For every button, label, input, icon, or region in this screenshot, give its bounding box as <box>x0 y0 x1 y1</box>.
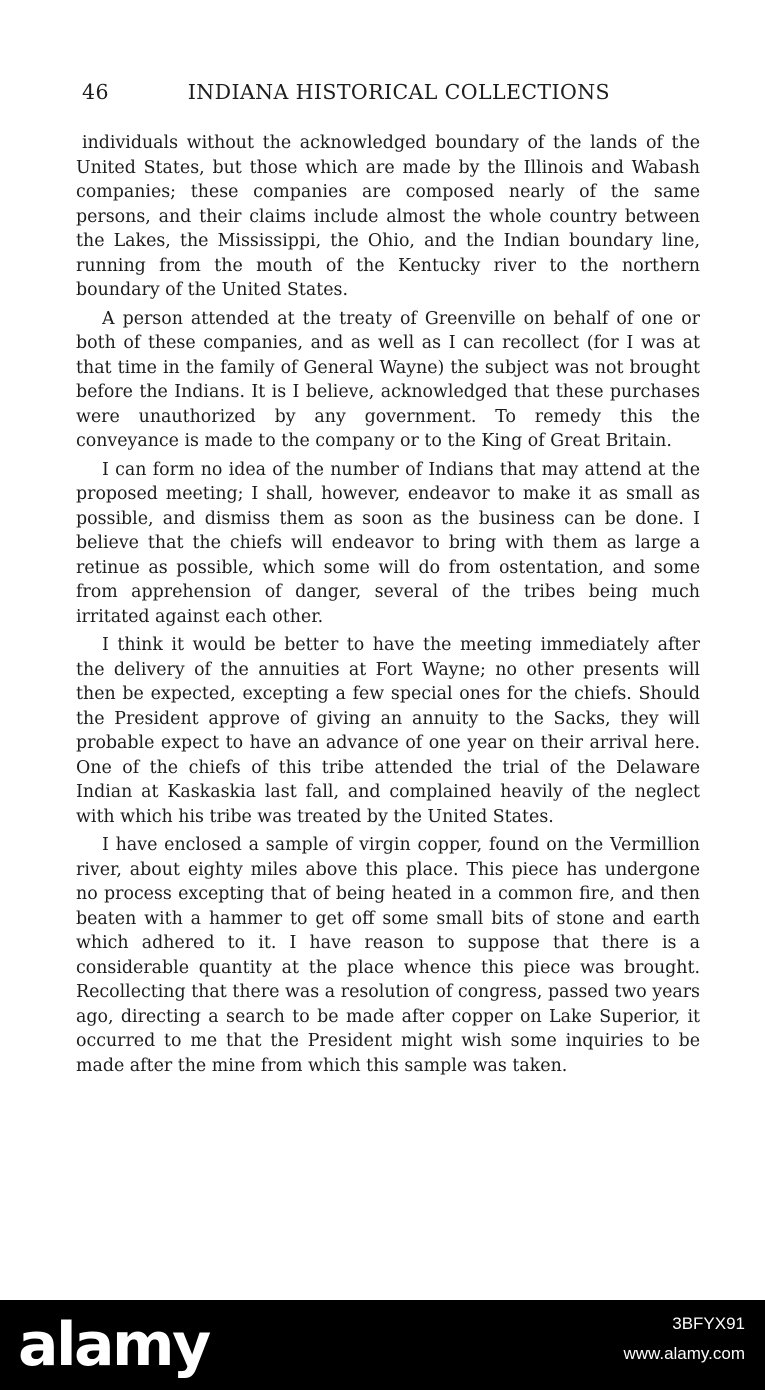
paragraph-continued: individuals without the acknowledged boundary of the lands of the United States, but those which are made by the Illinois and Wabash companies; these companies are composed nearly of the same persons, and their claims include almost the whole country between the Lakes, the Mississippi, the Ohio, and the Indian boundary line, running from the mouth of the Kentucky river to the northern boundary of the United States. <box>76 133 700 300</box>
paragraph: I can form no idea of the number of Indians that may attend at the proposed meeting; I shall, however, endeavor to make it as small as possible, and dismiss them as soon as the business can be done. I believe that the chiefs will endeavor to bring with them as large a retinue as possible, which some will do from ostentation, and some from apprehension of danger, several of the tribes being much irritated against each other. <box>76 459 700 627</box>
paragraph: I have enclosed a sample of virgin copper, found on the Vermillion river, about eighty miles above this place. This piece has undergone no process excepting that of being heated in a common fire, and then beaten with a hammer to get off some small bits of stone and earth which adhered to it. I have reason to suppose that there is a considerable quantity at the place whence this piece was brought. Recollecting that there was a resolution of congress, passed two years ago, directing a search to be made after copper on Lake Superior, it occurred to me that the President might wish some inquiries to be made after the mine from which this sample was taken. <box>76 835 700 1076</box>
image-id: 3BFYX91 <box>672 1314 745 1333</box>
page-number: 46 <box>82 80 109 104</box>
body-text <box>76 131 700 1082</box>
page-header <box>82 80 610 110</box>
running-title: INDIANA HISTORICAL COLLECTIONS <box>187 80 610 104</box>
paragraph: I think it would be better to have the meeting immediately after the delivery of the annuities at Fort Wayne; no other presents will then be expected, excepting a few special ones for the chiefs. Should the President approve of giving an annuity to the Sacks, they will probable expect to have an advance of one year on their arrival here. One of the chiefs of this tribe attended the trial of the Delaware Indian at Kaskaskia last fall, and complained heavily of the neglect with which his tribe was treated by the United States. <box>76 635 700 827</box>
paragraph: A person attended at the treaty of Greenville on behalf of one or both of these companies, and as well as I can recollect (for I was at that time in the family of General Wayne) the subject was not brought before the Indians. It is I believe, acknowledged that these purchases were unauthorized by any government. To remedy this the conveyance is made to the company or to the King of Great Britain. <box>76 308 700 451</box>
alamy-logo: alamy <box>18 1310 209 1380</box>
stock-watermark-banner <box>0 1300 765 1390</box>
stock-url: www.alamy.com <box>623 1344 745 1363</box>
